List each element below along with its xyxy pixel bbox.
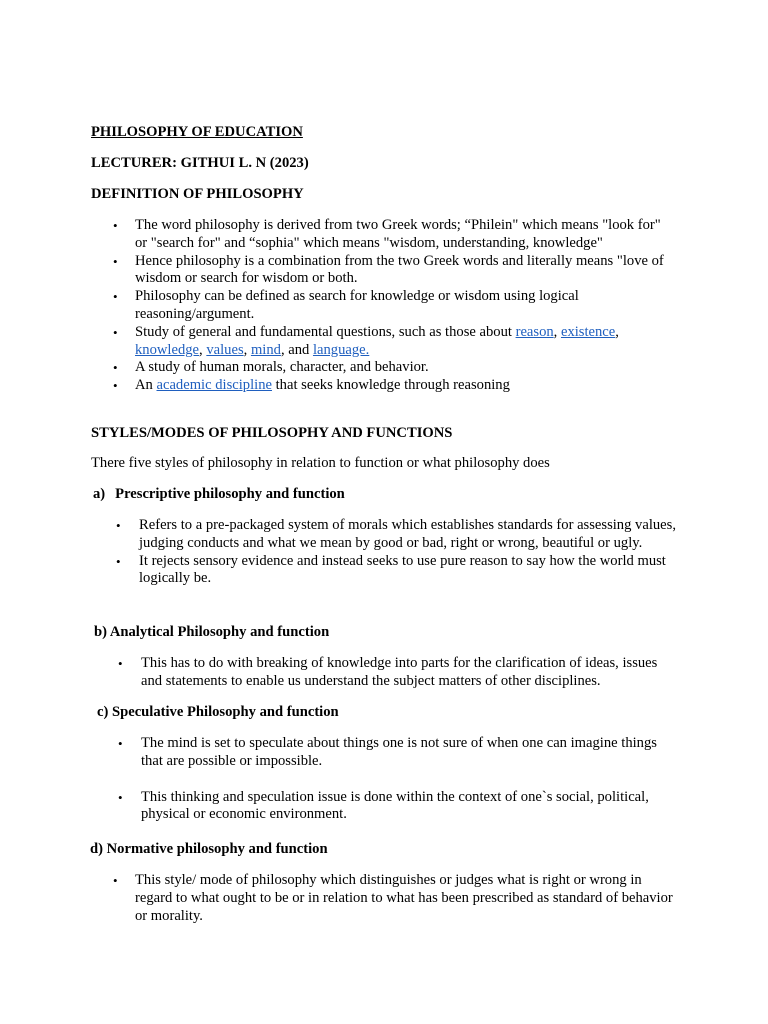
values-link[interactable]: values xyxy=(206,341,244,358)
list-item-text xyxy=(135,324,619,358)
bullet-icon: • xyxy=(118,736,123,751)
list-item xyxy=(113,377,673,395)
bullet-icon: • xyxy=(113,218,118,233)
list-item xyxy=(113,288,673,324)
definition-heading: DEFINITION OF PHILOSOPHY xyxy=(91,186,304,202)
academic-discipline-link[interactable]: academic discipline xyxy=(156,377,272,394)
list-item-text xyxy=(135,377,510,393)
list-item-text: The mind is set to speculate about things one is not sure of when one can imagine things that are possible or impossible. xyxy=(141,735,657,769)
list-item-text: The word philosophy is derived from two Greek words; “Philein" which means "look for" or "search for" and “sophia" which means "wisdom, understanding, knowledge" xyxy=(135,217,661,251)
definition-list xyxy=(113,217,673,395)
existence-link[interactable]: existence xyxy=(560,323,616,340)
section-a-title: Prescriptive philosophy and function xyxy=(115,486,345,502)
section-a-marker: a) xyxy=(93,486,106,502)
language-link[interactable]: language. xyxy=(312,341,370,358)
section-b-heading: b) Analytical Philosophy and function xyxy=(94,624,330,640)
bullet-icon: • xyxy=(113,253,118,269)
text-segment: An xyxy=(135,377,157,394)
section-a-list xyxy=(116,517,676,588)
section-c-heading: c) Speculative Philosophy and function xyxy=(97,704,339,720)
list-item-text: Refers to a pre-packaged system of morals which establishes standards for assessing values, judging conducts and what we mean by good or bad, right or wrong, beautiful or ugly. xyxy=(139,517,676,551)
list-item xyxy=(113,872,673,925)
bullet-icon: • xyxy=(116,553,121,569)
knowledge-link[interactable]: knowledge xyxy=(135,341,200,358)
list-item xyxy=(118,655,678,691)
list-item xyxy=(113,359,673,377)
section-b-list xyxy=(118,655,678,691)
bullet-icon: • xyxy=(113,360,118,376)
text-segment: , xyxy=(199,341,207,358)
list-item-text: Hence philosophy is a combination from the two Greek words and literally means "love of wisdom or search for wisdom or both. xyxy=(135,252,664,287)
list-item xyxy=(113,324,673,360)
list-item xyxy=(118,735,678,771)
list-item-text: This has to do with breaking of knowledge into parts for the clarification of ideas, issues and statements to enable us understand the subject matters of other disciplines. xyxy=(141,655,658,689)
list-item xyxy=(113,217,673,253)
bullet-icon: • xyxy=(118,656,123,671)
section-d-list xyxy=(113,872,673,925)
text-segment: , xyxy=(553,323,561,340)
list-item-text: Philosophy can be defined as search for knowledge or wisdom using logical reasoning/argument. xyxy=(135,288,579,322)
section-c-list xyxy=(118,735,678,824)
section-d-heading: d) Normative philosophy and function xyxy=(90,841,328,857)
text-segment: , and xyxy=(280,341,313,358)
reason-link[interactable]: reason xyxy=(515,323,554,340)
text-segment: Study of general and fundamental questions, such as those about xyxy=(135,323,516,340)
bullet-icon: • xyxy=(118,789,123,805)
bullet-icon: • xyxy=(113,324,118,340)
text-segment: that seeks knowledge through reasoning xyxy=(271,377,510,394)
list-item-text: This thinking and speculation issue is done within the context of one`s social, political, physical or economic environment. xyxy=(141,788,649,823)
section-a-heading xyxy=(93,486,345,504)
list-item xyxy=(116,553,676,589)
lecturer-line: LECTURER: GITHUI L. N (2023) xyxy=(91,155,309,171)
bullet-icon: • xyxy=(113,378,118,394)
list-item-text: This style/ mode of philosophy which distinguishes or judges what is right or wrong in regard to what ought to be or in relation to what has been prescribed as standard of behavior or morality. xyxy=(135,872,673,924)
document-title: PHILOSOPHY OF EDUCATION xyxy=(91,124,303,140)
text-segment: , xyxy=(243,341,251,358)
styles-intro: There five styles of philosophy in relation to function or what philosophy does xyxy=(91,455,550,471)
bullet-icon: • xyxy=(113,289,118,305)
list-item-text: A study of human morals, character, and behavior. xyxy=(135,359,429,376)
text-segment: , xyxy=(615,323,619,340)
list-item xyxy=(118,789,678,825)
list-item xyxy=(113,253,673,289)
mind-link[interactable]: mind xyxy=(250,341,281,358)
styles-heading: STYLES/MODES OF PHILOSOPHY AND FUNCTIONS xyxy=(91,425,453,441)
list-item-text: It rejects sensory evidence and instead seeks to use pure reason to say how the world must logically be. xyxy=(139,552,666,587)
list-item xyxy=(116,517,676,553)
bullet-icon: • xyxy=(113,873,118,888)
bullet-icon: • xyxy=(116,518,121,533)
